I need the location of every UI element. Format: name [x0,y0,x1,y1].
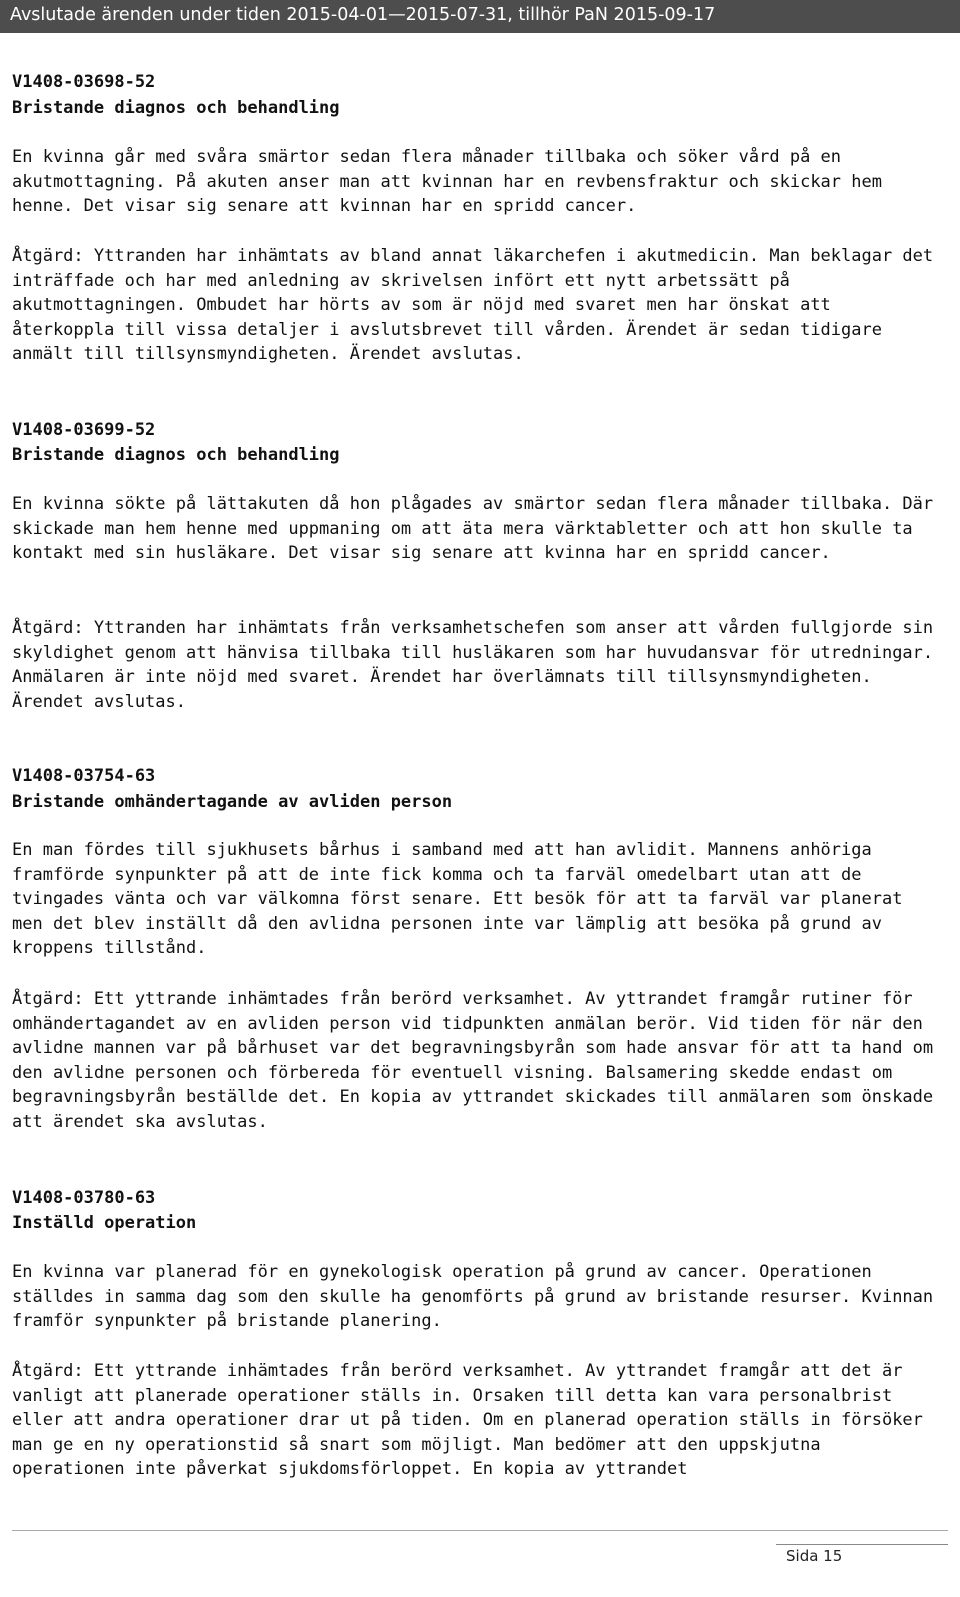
case-description: En kvinna går med svåra smärtor sedan flera månader tillbaka och söker vård på en akutmottagning. På akuten anser man att kvinnan har en revbensfraktur och skickar hem henne. Det visar sig senare att kvinnan har en spridd cancer. [12,147,882,216]
case-action: Åtgärd: Yttranden har inhämtats från verksamhetschefen som anser att vården fullgjorde sin skyldighet genom att hänvisa tillbaka till husläkaren som har huvudansvar för utredningar. Anmälaren är inte nöjd med svaret. Ärendet har överlämnats till tillsynsmyndigheten. Ärendet avslutas. [12,618,934,712]
case-description: En kvinna var planerad för en gynekologisk operation på grund av cancer. Operationen ställdes in samma dag som den skulle ha genomförts på grund av bristande resurser. Kvinnan framför synpunkter på bristande planering. [12,1262,934,1331]
case-id: V1408-03698-52 [12,72,156,92]
case-action: Åtgärd: Ett yttrande inhämtades från berörd verksamhet. Av yttrandet framgår att det är vanligt att planerade operationer ställs in. Orsaken till detta kan vara personalbrist eller att andra operationer drar ut på tiden. Om en planerad operation ställs in försöker man ge en ny operationstid så snart som möjligt. Man bedömer att den uppskjutna operationen inte påverkat sjukdomsförloppet. En kopia av yttrandet [12,1361,923,1479]
case-id: V1408-03780-63 [12,1188,156,1208]
case-id: V1408-03754-63 [12,766,156,786]
footer-divider [12,1530,948,1531]
case-title: Bristande diagnos och behandling [12,98,340,118]
case-action: Åtgärd: Ett yttrande inhämtades från berörd verksamhet. Av yttrandet framgår rutiner för omhändertagandet av en avliden person vid tidpunkten anmälan berör. Vid tiden för när den avlidne mannen var på bårhuset var det begravningsbyrån som hade ansvar för att ta hand om den avlidne personen och förbereda för eventuell visning. Balsamering skedde endast om begravningsbyrån beställde det. En kopia av yttrandet skickades till anmälaren som önskade att ärendet ska avslutas. [12,989,934,1132]
case-title: Inställd operation [12,1213,197,1233]
case-description: En kvinna sökte på lättakuten då hon plågades av smärtor sedan flera månader tillbaka. Där skickade man hem henne med uppmaning om att äta mera värktabletter och att hon skulle ta kontakt med sin husläkare. Det visar sig senare att kvinna har en spridd cancer. [12,494,934,563]
case-title: Bristande diagnos och behandling [12,445,340,465]
page-number: Sida 15 [786,1547,843,1565]
case-action: Åtgärd: Yttranden har inhämtats av bland annat läkarchefen i akutmedicin. Man beklagar det inträffade och har med anledning av skrivelsen infört ett nytt arbetssätt på akutmottagningen. Ombudet har hörts av som är nöjd med svaret men har önskat att återkoppla till vissa detaljer i avslutsbrevet till vården. Ärendet är sedan tidigare anmält till tillsynsmyndigheten. Ärendet avslutas. [12,246,934,364]
case-id: V1408-03699-52 [12,420,156,440]
case-title: Bristande omhändertagande av avliden person [12,792,453,812]
header-title: Avslutade ärenden under tiden 2015-04-01—2015-07-31, tillhör PaN 2015-09-17 [10,5,716,25]
page-header [0,0,960,33]
case-description: En man fördes till sjukhusets bårhus i samband med att han avlidit. Mannens anhöriga framförde synpunkter på att de inte fick komma och ta farväl omedelbart utan att de tvingades vänta och var välkomna först senare. Ett besök för att ta farväl var planerat men det blev inställt då den avlidna personen inte var lämplig att besöka på grund av kroppens tillstånd. [12,840,903,958]
